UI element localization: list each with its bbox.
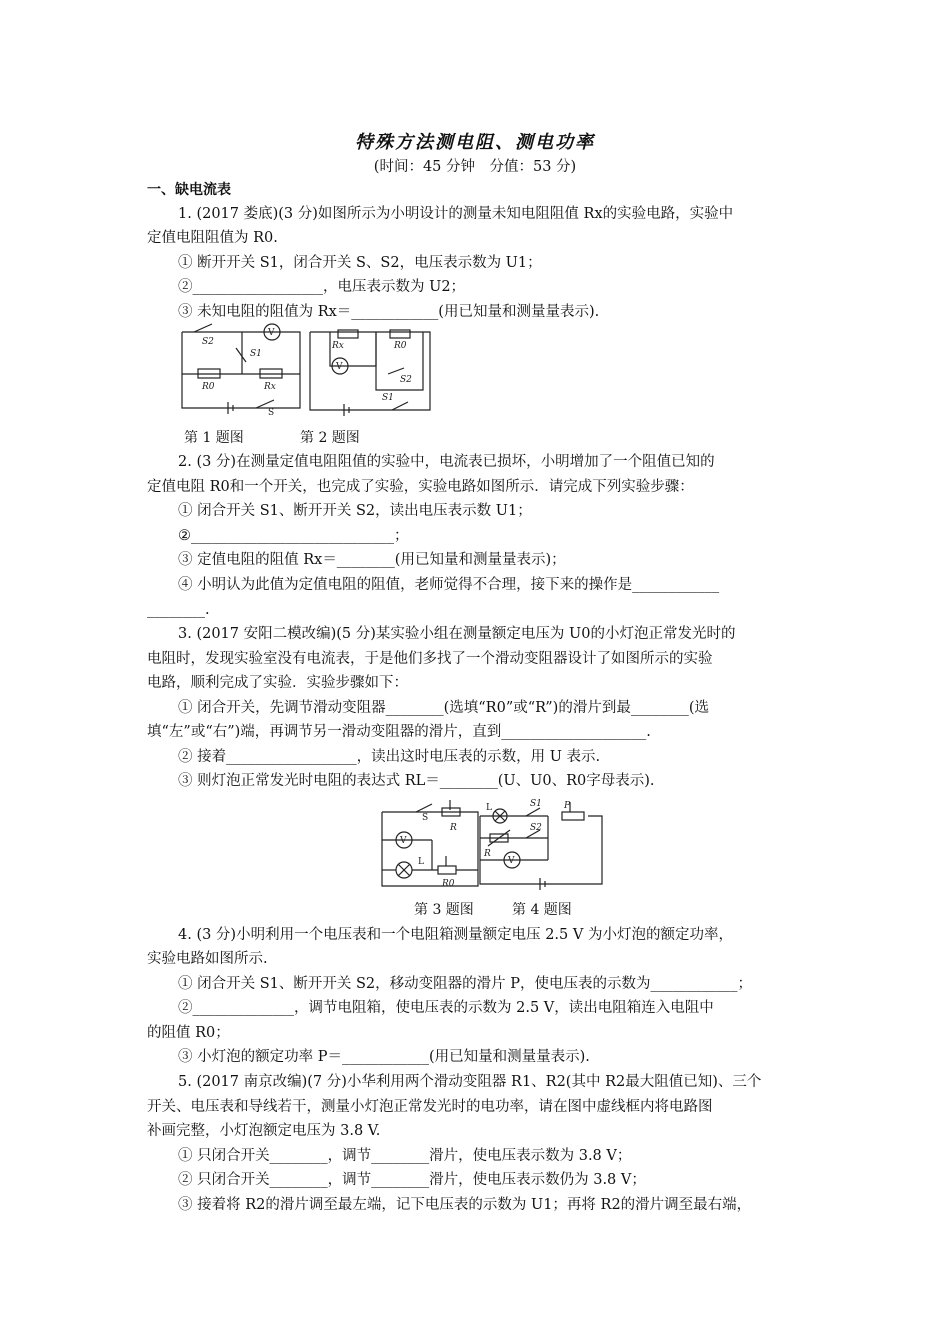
text-line: 开关、电压表和导线若干，测量小灯泡正常发光时的电功率，请在图中虚线框内将电路图	[147, 1099, 713, 1115]
voltmeter-label-2: V	[336, 362, 343, 372]
label-rx: Rx	[264, 382, 276, 392]
text-line: ②____________________________；	[178, 528, 409, 544]
label-s1-2: S1	[382, 393, 394, 403]
text-line: ② 只闭合开关________，调节________滑片，使电压表示数仍为 3.8 V；	[178, 1172, 646, 1188]
text-line: 的阻值 R0；	[147, 1025, 230, 1041]
page-subtitle: (时间：45 分钟 分值：53 分)	[373, 159, 577, 175]
text-line: 4. (3 分)小明利用一个电压表和一个电阻箱测量额定电压 2.5 V 为小灯泡的额定功率，	[178, 927, 733, 943]
text-line: ② 接着__________________，读出这时电压表的示数，用 U 表示.	[178, 749, 601, 765]
figure-3-circuit	[380, 800, 480, 892]
text-line: ④ 小明认为此值为定值电阻的阻值，老师觉得不合理，接下来的操作是____________	[178, 577, 720, 593]
label-r-4: R	[484, 849, 491, 859]
text-line: 2. (3 分)在测量定值电阻阻值的实验中，电流表已损坏，小明增加了一个阻值已知的	[178, 454, 715, 470]
text-line: ① 断开开关 S1，闭合开关 S、S2，电压表示数为 U1；	[178, 255, 542, 271]
caption-fig3: 第 3 题图	[414, 902, 474, 918]
voltmeter-label-3: V	[400, 836, 407, 846]
voltmeter-label: V	[268, 328, 275, 338]
text-line: ②__________________，电压表示数为 U2；	[178, 279, 466, 295]
label-rx-2: Rx	[332, 341, 344, 351]
label-s: S	[268, 408, 275, 418]
label-s-3: S	[422, 813, 429, 823]
label-r0-3: R0	[442, 879, 455, 889]
text-line: 定值电阻阻值为 R0.	[147, 230, 278, 246]
page-title: 特殊方法测电阻、测电功率	[355, 132, 595, 153]
text-line: ②______________，调节电阻箱，使电压表的示数为 2.5 V，读出电阻箱连入电阻中	[178, 1000, 714, 1016]
figure-1-circuit	[180, 322, 302, 418]
text-line: 5. (2017 南京改编)(7 分)小华利用两个滑动变阻器 R1、R2(其中 R2最大阻值已知)、三个	[178, 1074, 762, 1090]
label-s1-4: S1	[530, 799, 542, 809]
label-r0: R0	[202, 382, 215, 392]
text-line: 定值电阻 R0和一个开关，也完成了实验，实验电路如图所示．请完成下列实验步骤：	[147, 479, 694, 495]
text-line: 补画完整，小灯泡额定电压为 3.8 V.	[147, 1123, 381, 1139]
text-line: 实验电路如图所示.	[147, 951, 268, 967]
text-line: 电阻时，发现实验室没有电流表，于是他们多找了一个滑动变阻器设计了如图所示的实验	[147, 651, 713, 667]
label-s1: S1	[250, 349, 262, 359]
caption-fig4: 第 4 题图	[512, 902, 572, 918]
figure-2-circuit	[308, 330, 432, 412]
text-line: ________.	[147, 602, 210, 618]
text-line: ③ 则灯泡正常发光时电阻的表达式 RL＝________(U、U0、R0字母表示).	[178, 773, 655, 789]
figure-4-circuit	[478, 800, 606, 888]
label-s2-4: S2	[530, 823, 542, 833]
text-line: 3. (2017 安阳二模改编)(5 分)某实验小组在测量额定电压为 U0的小灯泡正常发光时的	[178, 626, 736, 642]
label-s2: S2	[202, 337, 214, 347]
caption-fig2: 第 2 题图	[300, 430, 360, 446]
text-line: ③ 定值电阻的阻值 Rx＝________(用已知量和测量量表示)；	[178, 552, 566, 568]
label-l-3: L	[418, 857, 424, 867]
label-s2-2: S2	[400, 375, 412, 385]
label-r-3: R	[450, 823, 457, 833]
text-line: ③ 未知电阻的阻值为 Rx＝____________(用已知量和测量量表示).	[178, 304, 600, 320]
text-line: ③ 小灯泡的额定功率 P＝____________(用已知量和测量量表示).	[178, 1049, 590, 1065]
text-line: 电路，顺利完成了实验．实验步骤如下：	[147, 675, 408, 691]
text-line: ① 闭合开关 S1、断开开关 S2，移动变阻器的滑片 P，使电压表的示数为____________；	[178, 976, 753, 992]
section-heading: 一、缺电流表	[147, 182, 231, 198]
label-l-4: L	[486, 803, 492, 813]
text-line: ① 闭合开关，先调节滑动变阻器________(选填“R0”或“R”)的滑片到最________(选	[178, 700, 709, 716]
label-r0-2: R0	[394, 341, 407, 351]
text-line: ③ 接着将 R2的滑片调至最左端，记下电压表的示数为 U1；再将 R2的滑片调至最右端，	[178, 1197, 752, 1213]
text-line: ① 只闭合开关________，调节________滑片，使电压表示数为 3.8 V；	[178, 1148, 632, 1164]
text-line: 填“左”或“右”)端，再调节另一滑动变阻器的滑片，直到____________________.	[147, 724, 651, 740]
text-line: ① 闭合开关 S1、断开开关 S2，读出电压表示数 U1；	[178, 503, 532, 519]
label-p-4: P	[564, 801, 571, 811]
voltmeter-label-4: V	[508, 856, 515, 866]
text-line: 1. (2017 娄底)(3 分)如图所示为小明设计的测量未知电阻阻值 Rx的实验电路，实验中	[178, 206, 734, 222]
caption-fig1: 第 1 题图	[184, 430, 244, 446]
